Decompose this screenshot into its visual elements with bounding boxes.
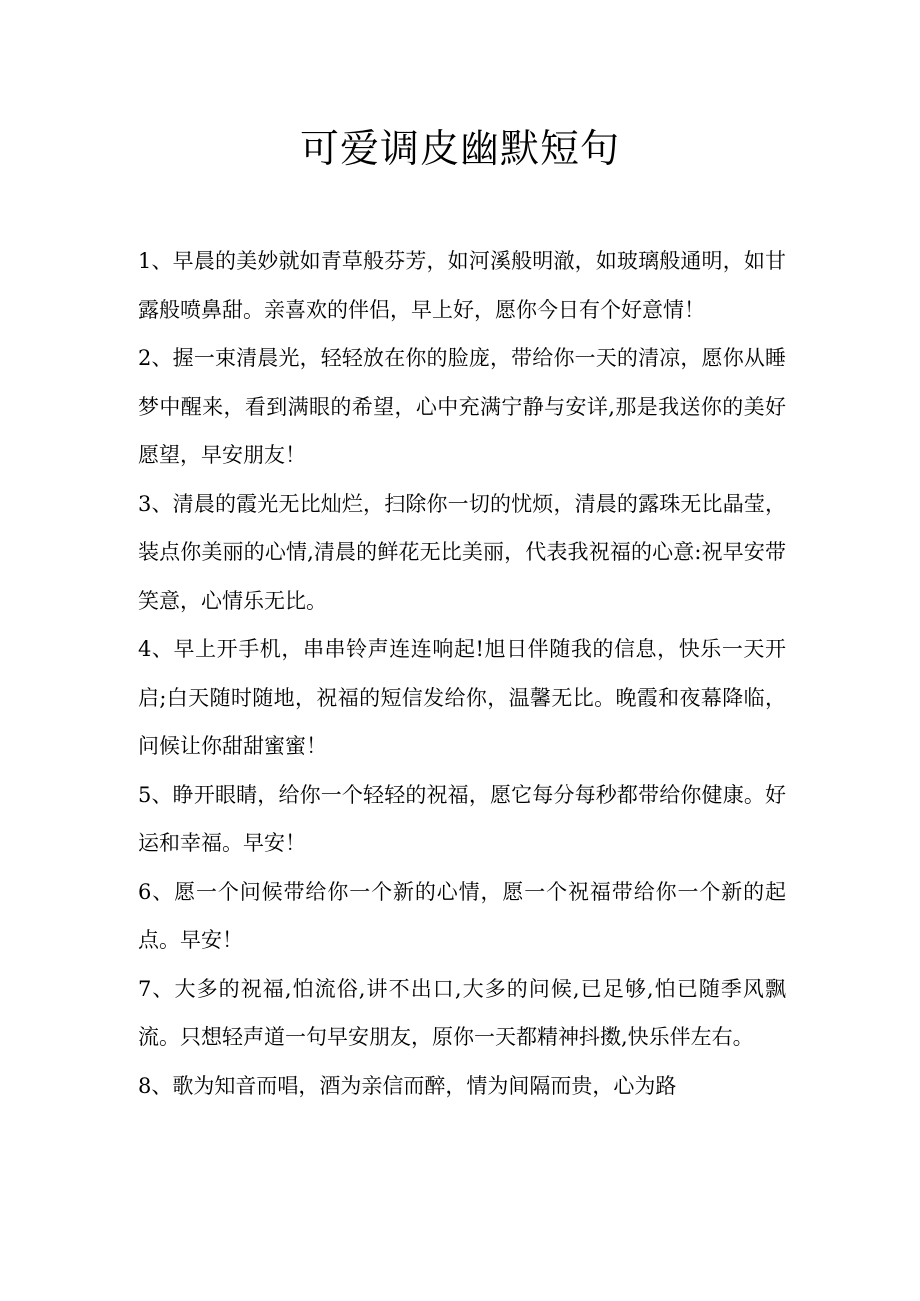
paragraph-4: 4、早上开手机，串串铃声连连响起!旭日伴随我的信息，快乐一天开启;白天随时随地，祝福的短信发给你，温馨无比。晚霞和夜幕降临，问候让你甜甜蜜蜜！ — [138, 637, 786, 758]
document-title: 可爱调皮幽默短句 — [299, 127, 620, 172]
paragraph-8: 8、歌为知音而唱，酒为亲信而醉，情为间隔而贵，心为路 — [138, 1073, 677, 1098]
paragraph-5: 5、睁开眼睛，给你一个轻轻的祝福，愿它每分每秒都带给你健康。好运和幸福。早安！ — [138, 782, 786, 855]
document-body — [138, 237, 786, 1110]
paragraph-3: 3、清晨的霞光无比灿烂，扫除你一切的忧烦，清晨的露珠无比晶莹，装点你美丽的心情,清晨的鲜花无比美丽，代表我祝福的心意:祝早安带笑意，心情乐无比。 — [138, 491, 786, 613]
paragraph-7: 7、大多的祝福,怕流俗,讲不出口,大多的问候,已足够,怕已随季风飘流。只想轻声道一句早安朋友，原你一天都精神抖擞,快乐伴左右。 — [138, 976, 786, 1049]
paragraph-1: 1、早晨的美妙就如青草般芬芳，如河溪般明澈，如玻璃般通明，如甘露般喷鼻甜。亲喜欢的伴侣，早上好，愿你今日有个好意情！ — [138, 249, 786, 322]
paragraph-2: 2、握一束清晨光，轻轻放在你的脸庞，带给你一天的清凉，愿你从睡梦中醒来，看到满眼的希望，心中充满宁静与安详,那是我送你的美好愿望，早安朋友！ — [138, 346, 786, 467]
paragraph-6: 6、愿一个问候带给你一个新的心情，愿一个祝福带给你一个新的起点。早安！ — [138, 879, 786, 952]
